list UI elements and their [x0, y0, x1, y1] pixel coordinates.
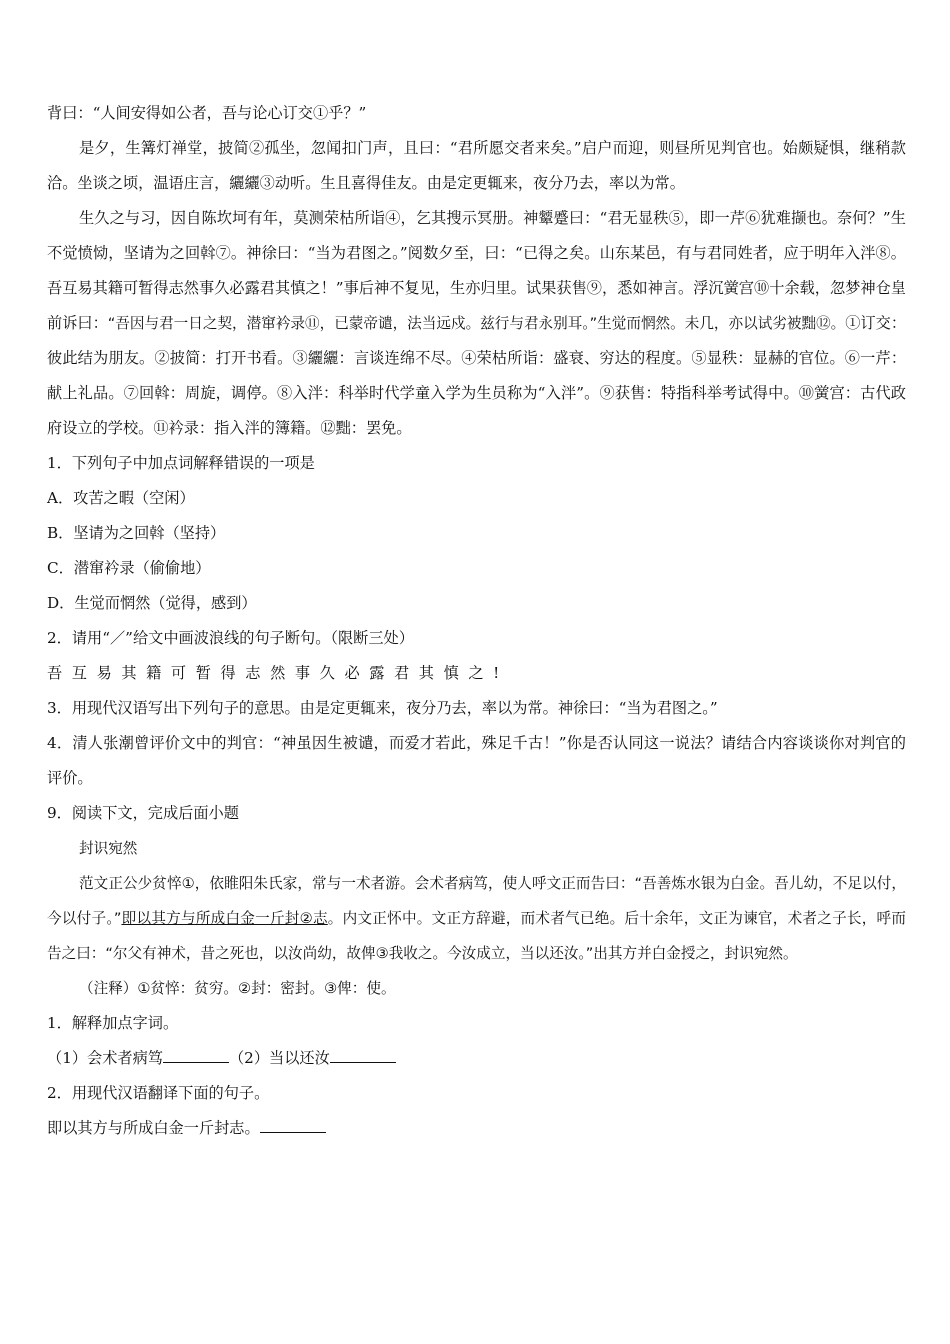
section-9-question-2: 2．用现代汉语翻译下面的句子。	[47, 1084, 270, 1102]
wavy-quote-text: “吾因与君一日之契，潜窜衿录⑪，已蒙帝谴，法当远戍。兹行与君永别耳。”生觉而惘然。未几，亦以试劣被黜⑫。	[107, 315, 846, 332]
passage-paragraph-2-text: 生久之与习，因自陈坎坷有年，莫测荣枯所诣④，乞其搜示冥册。神颦蹙曰：“君无显秩⑤，即一芹⑥犹难撷也。奈何？”生不觉愤恸，坚请为之回斡⑦。神徐曰：“当为君图之。”阅数夕至，曰：“已得之矣。山东某邑，有与君同姓者，应于明年入泮⑧。吾互易其籍可暂得志然事久必露君其慎之！”事后神不复见，生亦归里。试果获售⑨，悉如神言。浮沉黉宫⑩十余载，忽梦神仓皇前诉曰：	[47, 209, 906, 332]
underlined-sentence: 即以其方与所成白金一斤封②志	[121, 910, 328, 927]
passage-line: 背曰：“人间安得如公者，吾与论心订交①乎？”	[47, 104, 367, 122]
question-2-sentence: 吾互易其籍可暂得志然事久必露君其慎之!	[47, 664, 509, 682]
passage-notes: ①订交：彼此结为朋友。②披简：打开书看。③纚纚：言谈连绵不尽。④荣枯所诣：盛衰、穷达的程度。⑤显秩：显赫的官位。⑥一芹：献上礼品。⑦回斡：周旋，调停。⑧入泮：科举时代学童入学为生员称为“入泮”。⑨获售：特指科举考试得中。⑩黉宫：古代政府设立的学校。⑪衿录：指入泮的簿籍。⑫黜：罢免。	[47, 314, 907, 437]
section-9-notes: （注释）①贫悴：贫穷。②封：密封。③俾：使。	[79, 980, 396, 997]
section-9-title: 封识宛然	[79, 840, 138, 857]
section-9-question-1-items	[47, 1041, 906, 1076]
question-2: 2．请用“／”给文中画波浪线的句子断句。（限断三处）	[47, 629, 414, 647]
option-c: C．潜窜衿录（偷偷地）	[47, 559, 211, 577]
section-9-question-1: 1．解释加点字词。	[47, 1014, 179, 1032]
answer-blank-2[interactable]	[330, 1048, 396, 1063]
section-9-body-before: 范文正公少贫悴①，依睢阳朱氏家，常与一术者游。会术者病笃，使人呼文正而告曰：“吾善炼水银为白金。吾儿幼，不足以付，今以付子。”	[47, 875, 906, 927]
section-9-body-after: 。内文正怀中。文正方辞避，而术者气已绝。后十余年，文正为谏官，术者之子长，呼而告之曰：“尔父有神术，昔之死也，以汝尚幼，故俾③我收之。今汝成立，当以还汝。”出其方并白金授之，封识宛然。	[47, 910, 906, 962]
answer-blank-3[interactable]	[260, 1118, 326, 1133]
item-1-label: （1）会术者病笃	[47, 1049, 163, 1067]
question-3: 3．用现代汉语写出下列句子的意思。由是定更辄来，夜分乃去，率以为常。神徐曰：“当为君图之。”	[47, 699, 718, 717]
option-a: A．攻苦之暇（空闲）	[47, 489, 195, 507]
option-b: B．坚请为之回斡（坚持）	[47, 524, 226, 542]
item-2-label: （2）当以还汝	[228, 1049, 330, 1067]
translate-sentence: 即以其方与所成白金一斤封志。	[47, 1119, 260, 1137]
question-1: 1．下列句子中加点词解释错误的一项是	[47, 454, 315, 472]
passage-paragraph-1: 是夕，生篝灯禅堂，披简②孤坐，忽闻扣门声，且曰：“君所愿交者来矣。”启户而迎，则昼所见判官也。始颇疑惧，继稍款洽。坐谈之顷，温语庄言，纚纚③动听。生且喜得佳友。由是定更辄来，夜分乃去，率以为常。	[47, 139, 906, 192]
question-4: 4．清人张潮曾评价文中的判官：“神虽因生被谴，而爱才若此，殊足千古！”你是否认同这一说法？请结合内容谈谈你对判官的评价。	[47, 734, 906, 787]
section-9-heading: 9．阅读下文，完成后面小题	[47, 804, 239, 822]
section-9-body	[47, 866, 906, 971]
passage-paragraph-2	[47, 201, 906, 446]
section-9-question-2-sentence	[47, 1111, 906, 1146]
option-d: D．生觉而惘然（觉得，感到）	[47, 594, 257, 612]
answer-blank-1[interactable]	[163, 1048, 229, 1063]
